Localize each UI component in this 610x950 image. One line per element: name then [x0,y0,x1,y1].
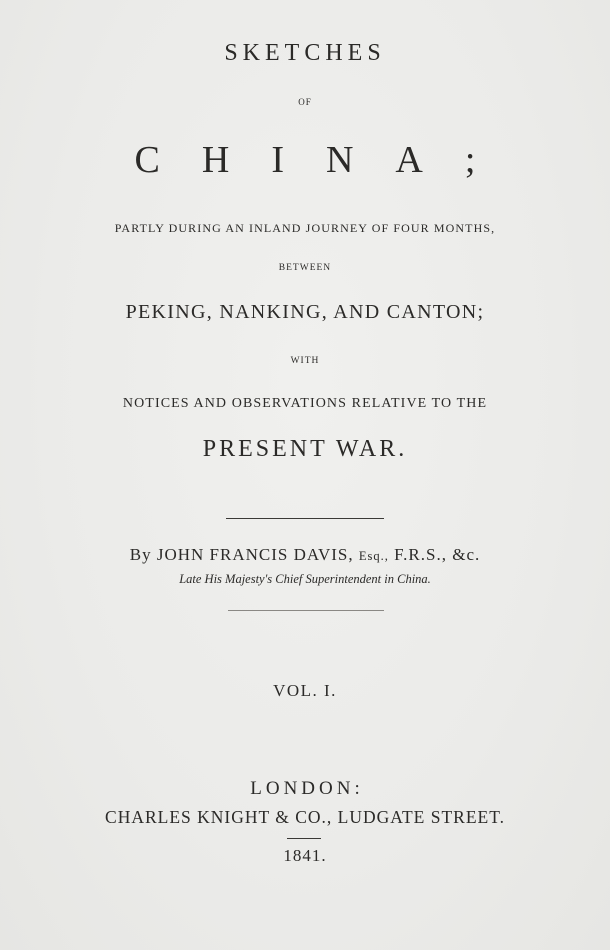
subtitle-with: WITH [290,356,320,366]
book-subject: CHINA; [134,139,518,181]
title-connector: OF [298,97,312,107]
author-line [0,546,610,563]
divider-rule [226,518,384,519]
author-by: By [129,545,152,564]
volume-number: VOL. I. [273,681,337,700]
imprint-year: 1841. [283,846,327,865]
divider-rule [287,838,321,839]
divider-rule [228,610,384,611]
subtitle-war: PRESENT WAR. [202,436,408,462]
author-name: JOHN FRANCIS DAVIS, [156,545,354,564]
author-honors: F.R.S., &c. [394,545,481,564]
book-title: SKETCHES [224,40,386,66]
author-esq: Esq., [358,549,389,563]
subtitle-notices: NOTICES AND OBSERVATIONS RELATIVE TO THE [122,396,488,411]
subtitle-between: BETWEEN [278,263,332,273]
subtitle-journey: PARTLY DURING AN INLAND JOURNEY OF FOUR MONTHS, [114,221,496,235]
imprint-place: LONDON: [250,778,364,799]
imprint-publisher: CHARLES KNIGHT & CO., LUDGATE STREET. [105,807,505,827]
author-role: Late His Majesty's Chief Superintendent in China. [179,572,431,586]
subtitle-cities: PEKING, NANKING, AND CANTON; [125,301,485,323]
